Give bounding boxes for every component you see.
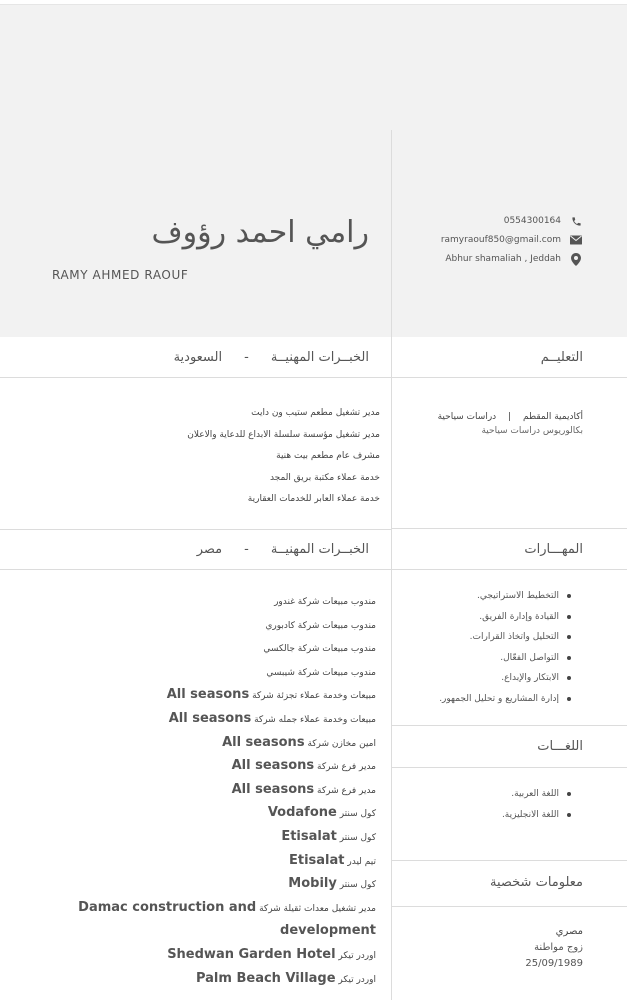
list-item: كول سنتر Mobily	[288, 876, 376, 892]
separator: -	[244, 541, 249, 557]
phone-icon	[569, 214, 583, 228]
languages-heading	[537, 726, 583, 766]
top-banner	[0, 4, 627, 130]
section-title: اللغـــات	[537, 738, 583, 754]
map-pin-icon	[569, 252, 583, 266]
list-item: مدير تشغيل مطعم ستيب ون دايت	[251, 408, 380, 418]
list-item: امين مخازن شركة All seasons	[222, 734, 376, 750]
phone-text: 0554300164	[503, 216, 561, 226]
degree: بكالوريوس دراسات سياحية	[481, 426, 583, 436]
bullet-icon	[567, 813, 571, 817]
bullet-icon	[567, 635, 571, 639]
list-item: اللغة العربية.	[502, 784, 571, 805]
list-item: مبيعات وخدمة عملاء جمله شركة All seasons	[168, 710, 376, 726]
bullet-icon	[567, 615, 571, 619]
list-item: إدارة المشاريع و تحليل الجمهور.	[439, 689, 571, 710]
divider-line	[392, 767, 627, 768]
experience-egypt-list	[78, 590, 376, 991]
list-item: الابتكار والإبداع.	[439, 668, 571, 689]
bullet-icon	[567, 656, 571, 660]
divider-line	[0, 569, 627, 570]
divider-line	[392, 906, 627, 907]
field: دراسات سياحية	[437, 412, 497, 422]
list-item: مندوب مبيعات شركة شيبسي	[266, 667, 376, 678]
separator: -	[244, 349, 249, 365]
list-item: اوردر تيكر Shedwan Garden Hotel	[167, 946, 376, 962]
section-title: الخبــرات المهنيــة	[270, 349, 369, 365]
list-item: مبيعات وخدمة عملاء تجزئة شركة All seasons	[166, 687, 376, 703]
list-item: مدير فرع شركة All seasons	[231, 781, 376, 797]
bullet-icon	[567, 676, 571, 680]
list-item: اوردر تيكر Palm Beach Village	[195, 970, 376, 986]
list-item: مندوب مبيعات شركة كادبوري	[265, 620, 376, 631]
envelope-icon	[569, 233, 583, 247]
personal-info	[525, 924, 583, 972]
list-item: خدمة عملاء مكتبة بريق المجد	[269, 472, 380, 483]
list-item: القيادة وإدارة الفريق.	[439, 607, 571, 628]
bullet-icon	[567, 697, 571, 701]
name-arabic: رامي احمد رؤوف	[151, 215, 369, 250]
divider-line	[392, 860, 627, 861]
section-title: معلومات شخصية	[490, 874, 583, 890]
name-english: RAMY AHMED RAOUF	[52, 268, 189, 282]
address-text: Abhur shamaliah , Jeddah	[445, 254, 561, 264]
institution: أكاديمية المقطم	[522, 412, 583, 422]
list-item: مندوب مبيعات شركة غندور	[274, 597, 376, 607]
list-item: مدير فرع شركة All seasons	[231, 758, 376, 774]
divider: |	[508, 412, 512, 422]
list-item: كول سنتر Etisalat	[281, 828, 376, 844]
list-item: مدير تشغيل معدات ثقيلة شركة Damac construction and	[78, 899, 376, 915]
section-title: التعليــم	[540, 349, 583, 365]
list-item: مدير تشغيل مؤسسة سلسلة الابداع للدعاية والاعلان	[187, 429, 380, 440]
list-item: التواصل الفعّال.	[439, 648, 571, 669]
experience-saudi-list	[187, 403, 380, 511]
experience-saudi-heading	[174, 337, 369, 377]
divider-line	[392, 528, 627, 529]
list-item: مندوب مبيعات شركة جالكسي	[263, 644, 376, 655]
education-heading	[541, 337, 583, 377]
email-text: ramyraouf850@gmail.com	[440, 235, 561, 245]
contact-email	[441, 232, 583, 248]
experience-egypt-heading	[197, 529, 369, 569]
divider-line	[0, 377, 627, 378]
personal-heading	[490, 862, 583, 902]
section-title: الخبــرات المهنيــة	[270, 541, 369, 557]
date-of-birth: 25/09/1989	[525, 958, 583, 969]
list-item: خدمة عملاء العابر للخدمات العقارية	[247, 494, 380, 504]
column-divider	[391, 130, 392, 1000]
list-item: التخطيط الاستراتيجي.	[439, 586, 571, 607]
skills-list	[439, 586, 571, 709]
list-item: اللغة الانجليزية.	[502, 805, 571, 826]
skills-heading	[524, 529, 583, 569]
country-label: مصر	[196, 541, 223, 557]
marital-status: زوج مواطنة	[534, 942, 583, 953]
languages-list	[502, 784, 571, 825]
bullet-icon	[567, 792, 571, 796]
bullet-icon	[567, 594, 571, 598]
section-title: المهـــارات	[524, 541, 583, 557]
list-item: تيم ليدر Etisalat	[289, 852, 376, 868]
contact-address	[445, 251, 583, 267]
divider-line	[392, 725, 627, 726]
country-label: السعودية	[173, 349, 223, 365]
education-entry	[438, 412, 583, 436]
nationality: مصري	[555, 926, 583, 937]
list-item: مشرف عام مطعم بيت هنية	[276, 451, 380, 461]
contact-phone	[504, 213, 583, 229]
list-item: التحليل واتخاذ القرارات.	[439, 627, 571, 648]
list-item: development	[280, 923, 376, 939]
list-item: كول سنتر Vodafone	[267, 805, 376, 821]
